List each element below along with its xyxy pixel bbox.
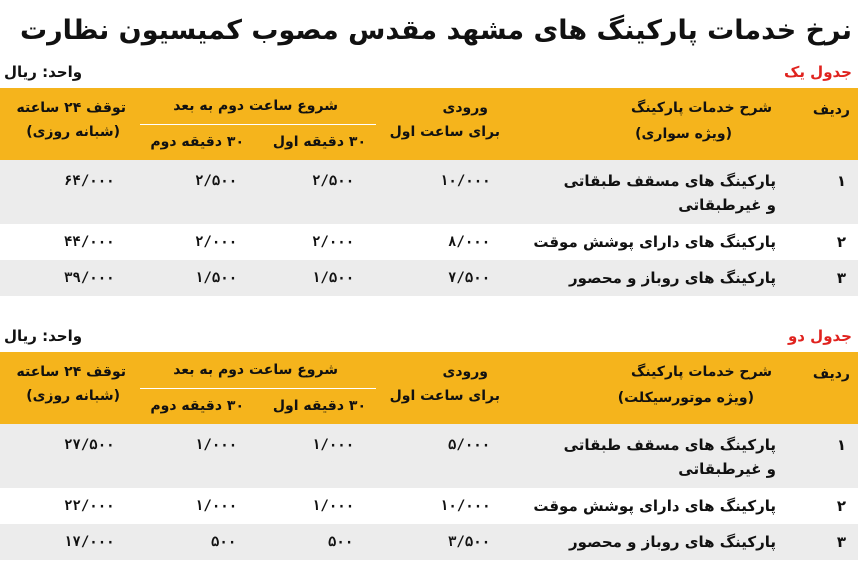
row-number: ۳ [836, 533, 846, 551]
header-desc: شرح خدمات پارکینگ [631, 364, 772, 380]
table-row [0, 260, 858, 296]
row-desc: پارکینگ های مسقف طبقاتی [563, 172, 776, 190]
header-entry: ورودی [442, 364, 488, 380]
table-row [0, 488, 858, 524]
row-entry: ۱۰/۰۰۰ [440, 498, 491, 514]
header-stop24: توقف ۲۴ ساعته [16, 100, 126, 116]
row-stop24: ۳۹/۰۰۰ [64, 270, 115, 286]
row-number: ۲ [836, 233, 846, 251]
table-1 [0, 88, 858, 296]
header-desc-sub: (ویژه موتورسیکلت) [617, 390, 754, 406]
header-second-hour: شروع ساعت دوم به بعد [173, 362, 338, 378]
header-second30: ۳۰ دقیقه دوم [150, 134, 244, 150]
table-header [0, 88, 858, 160]
row-desc-line2: و غیرطبقاتی [678, 196, 776, 214]
header-first30: ۳۰ دقیقه اول [272, 134, 366, 150]
row-desc: پارکینگ های دارای پوشش موقت [533, 233, 776, 251]
header-entry-sub: برای ساعت اول [389, 388, 500, 404]
header-row-no: ردیف [812, 102, 850, 118]
table-row [0, 524, 858, 560]
row-first30: ۲/۰۰۰ [312, 234, 355, 250]
header-desc-sub: (ویژه سواری) [635, 126, 732, 142]
table-1-unit: واحد: ریال [4, 63, 83, 81]
row-entry: ۱۰/۰۰۰ [440, 173, 491, 189]
row-entry: ۵/۰۰۰ [448, 437, 491, 453]
row-stop24: ۴۴/۰۰۰ [64, 234, 115, 250]
row-stop24: ۲۷/۵۰۰ [64, 437, 115, 453]
header-entry-sub: برای ساعت اول [389, 124, 500, 140]
table-2 [0, 352, 858, 560]
table-2-label: جدول دو [787, 327, 852, 345]
table-2-unit: واحد: ریال [4, 327, 83, 345]
row-first30: ۵۰۰ [328, 534, 354, 550]
header-stop24: توقف ۲۴ ساعته [16, 364, 126, 380]
table-header [0, 352, 858, 424]
page-title: نرخ خدمات پارکینگ های مشهد مقدس مصوب کمیسیون نظارت [20, 15, 852, 46]
header-entry: ورودی [442, 100, 488, 116]
header-second-hour: شروع ساعت دوم به بعد [173, 98, 338, 114]
table-row [0, 160, 858, 224]
row-desc: پارکینگ های روباز و محصور [569, 533, 776, 551]
header-first30: ۳۰ دقیقه اول [272, 398, 366, 414]
row-stop24: ۲۲/۰۰۰ [64, 498, 115, 514]
row-number: ۲ [836, 497, 846, 515]
row-second30: ۵۰۰ [211, 534, 237, 550]
row-stop24: ۶۴/۰۰۰ [64, 173, 115, 189]
row-stop24: ۱۷/۰۰۰ [64, 534, 115, 550]
row-second30: ۲/۰۰۰ [195, 234, 238, 250]
row-second30: ۱/۰۰۰ [195, 498, 238, 514]
header-divider [140, 388, 376, 389]
row-first30: ۱/۵۰۰ [312, 270, 355, 286]
row-first30: ۱/۰۰۰ [312, 437, 355, 453]
row-entry: ۷/۵۰۰ [448, 270, 491, 286]
row-desc: پارکینگ های روباز و محصور [569, 269, 776, 287]
row-second30: ۱/۰۰۰ [195, 437, 238, 453]
row-desc: پارکینگ های دارای پوشش موقت [533, 497, 776, 515]
header-desc: شرح خدمات پارکینگ [631, 100, 772, 116]
table-row [0, 224, 858, 260]
header-stop24-sub: (شبانه روزی) [26, 124, 120, 140]
row-second30: ۲/۵۰۰ [195, 173, 238, 189]
row-number: ۱ [836, 436, 846, 454]
table-1-label: جدول یک [783, 63, 852, 81]
header-row-no: ردیف [812, 366, 850, 382]
row-number: ۳ [836, 269, 846, 287]
row-second30: ۱/۵۰۰ [195, 270, 238, 286]
row-entry: ۸/۰۰۰ [448, 234, 491, 250]
header-stop24-sub: (شبانه روزی) [26, 388, 120, 404]
row-desc-line2: و غیرطبقاتی [678, 460, 776, 478]
row-entry: ۳/۵۰۰ [448, 534, 491, 550]
row-first30: ۱/۰۰۰ [312, 498, 355, 514]
row-number: ۱ [836, 172, 846, 190]
table-row [0, 424, 858, 488]
header-second30: ۳۰ دقیقه دوم [150, 398, 244, 414]
row-first30: ۲/۵۰۰ [312, 173, 355, 189]
header-divider [140, 124, 376, 125]
row-desc: پارکینگ های مسقف طبقاتی [563, 436, 776, 454]
